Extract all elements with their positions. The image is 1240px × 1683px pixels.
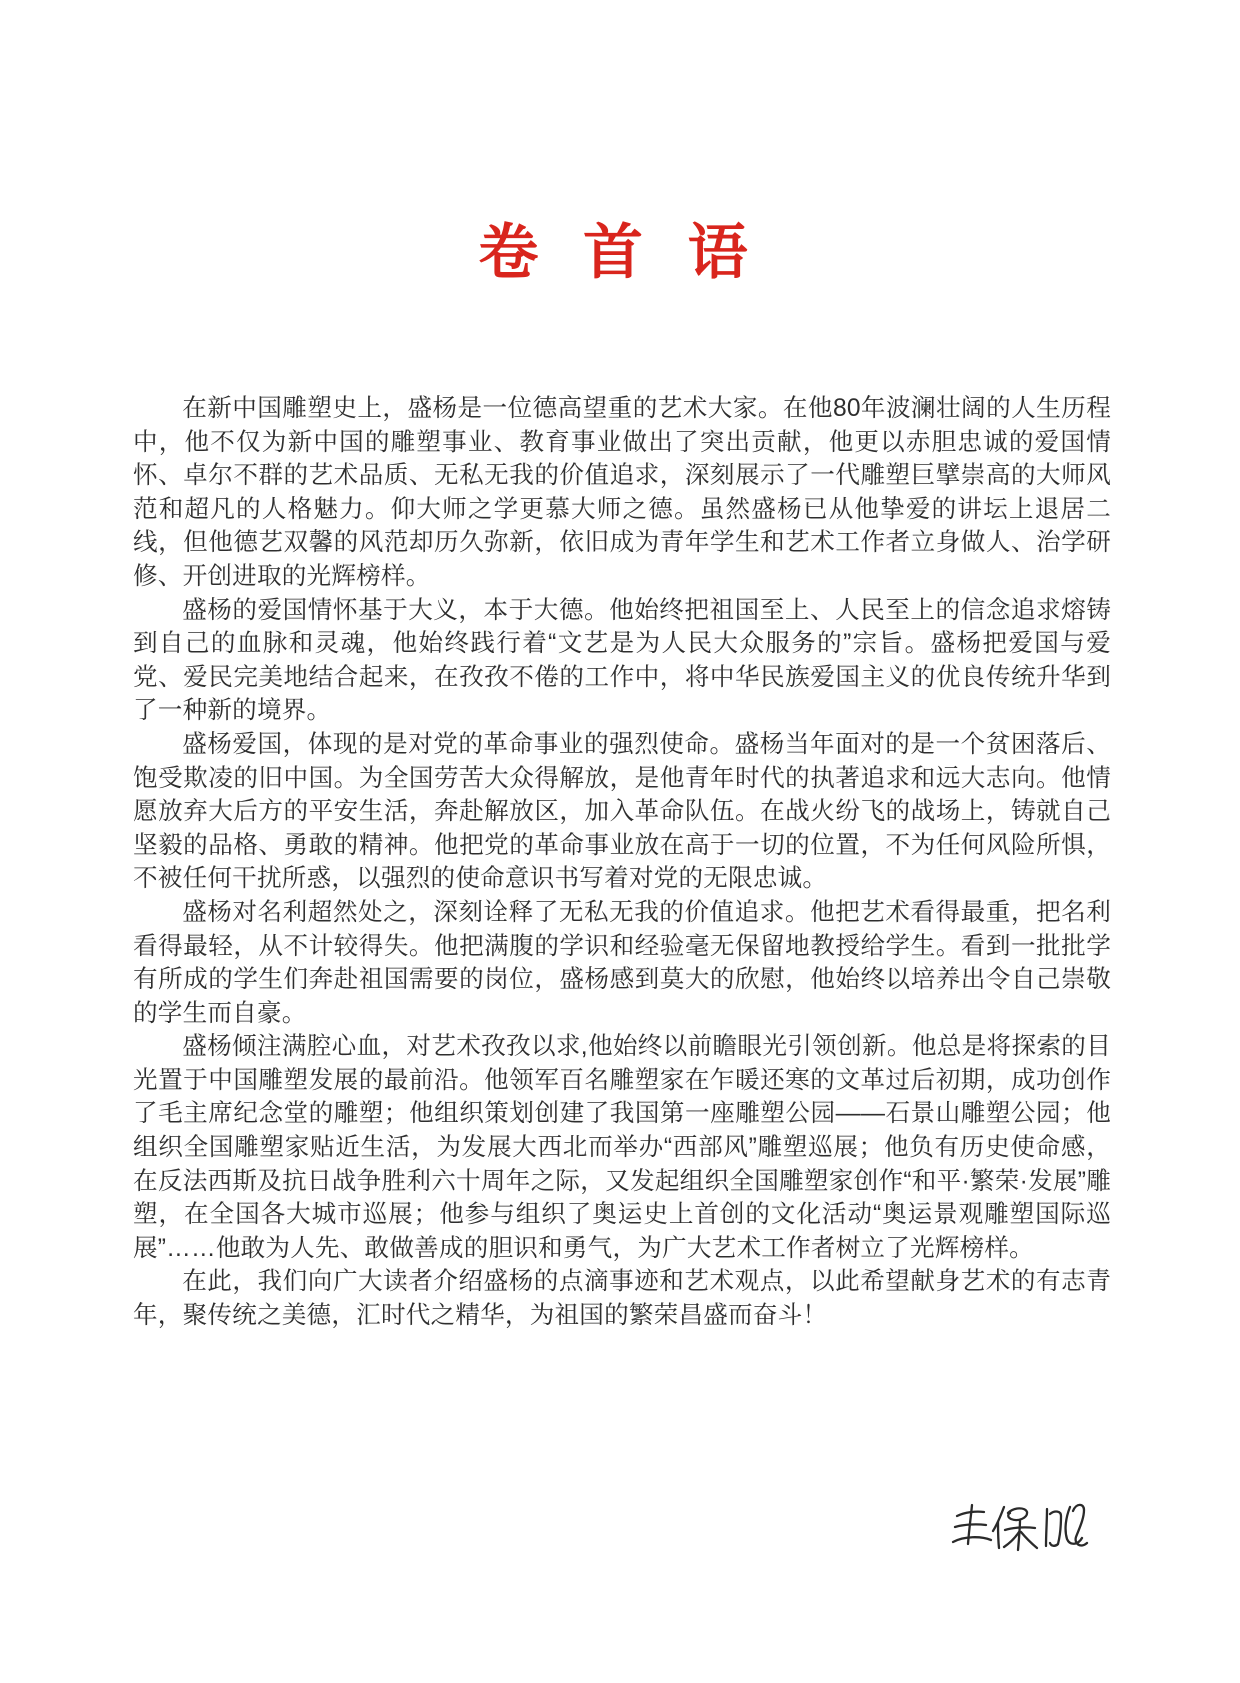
- body-text: [133, 392, 1111, 1333]
- paragraph-1: 在新中国雕塑史上，盛杨是一位德高望重的艺术大家。在他80年波澜壮阔的人生历程中，他不仅为新中国的雕塑事业、教育事业做出了突出贡献，他更以赤胆忠诚的爱国情怀、卓尔不群的艺术品质、无私无我的价值追求，深刻展示了一代雕塑巨擘崇高的大师风范和超凡的人格魅力。仰大师之学更慕大师之德。虽然盛杨已从他挚爱的讲坛上退居二线，但他德艺双馨的风范却历久弥新，依旧成为青年学生和艺术工作者立身做人、治学研修、开创进取的光辉榜样。: [133, 395, 1111, 590]
- paragraph-3: 盛杨爱国，体现的是对党的革命事业的强烈使命。盛杨当年面对的是一个贫困落后、饱受欺凌的旧中国。为全国劳苦大众得解放，是他青年时代的执著追求和远大志向。他情愿放弃大后方的平安生活，奔赴解放区，加入革命队伍。在战火纷飞的战场上，铸就自己坚毅的品格、勇敢的精神。他把党的革命事业放在高于一切的位置，不为任何风险所惧，不被任何干扰所惑，以强烈的使命意识书写着对党的无限忠诚。: [133, 730, 1111, 893]
- paragraph-2: 盛杨的爱国情怀基于大义，本于大德。他始终把祖国至上、人民至上的信念追求熔铸到自己的血脉和灵魂，他始终践行着“文艺是为人民大众服务的”宗旨。盛杨把爱国与爱党、爱民完美地结合起来，在孜孜不倦的工作中，将中华民族爱国主义的优良传统升华到了一种新的境界。: [133, 596, 1111, 725]
- paragraph-4: 盛杨对名利超然处之，深刻诠释了无私无我的价值追求。他把艺术看得最重，把名利看得最轻，从不计较得失。他把满腹的学识和经验毫无保留地教授给学生。看到一批批学有所成的学生们奔赴祖国需要的岗位，盛杨感到莫大的欣慰，他始终以培养出令自己崇敬的学生而自豪。: [133, 898, 1111, 1027]
- page-title: 卷 首 语: [478, 219, 762, 286]
- paragraph-6: 在此，我们向广大读者介绍盛杨的点滴事迹和艺术观点，以此希望献身艺术的有志青年，聚传统之美德，汇时代之精华，为祖国的繁荣昌盛而奋斗！: [133, 1268, 1111, 1330]
- handwritten-signature: [948, 1492, 1093, 1564]
- signature-strokes-icon: [948, 1492, 1093, 1564]
- paragraph-5: 盛杨倾注满腔心血，对艺术孜孜以求,他始终以前瞻眼光引领创新。他总是将探索的目光置于中国雕塑发展的最前沿。他领军百名雕塑家在乍暖还寒的文革过后初期，成功创作了毛主席纪念堂的雕塑；他组织策划创建了我国第一座雕塑公园——石景山雕塑公园；他组织全国雕塑家贴近生活，为发展大西北而举办“西部风”雕塑巡展；他负有历史使命感，在反法西斯及抗日战争胜利六十周年之际，又发起组织全国雕塑家创作“和平·繁荣·发展”雕塑，在全国各大城市巡展；他参与组织了奥运史上首创的文化活动“奥运景观雕塑国际巡展”……他敢为人先、敢做善成的胆识和勇气，为广大艺术工作者树立了光辉榜样。: [133, 1033, 1111, 1262]
